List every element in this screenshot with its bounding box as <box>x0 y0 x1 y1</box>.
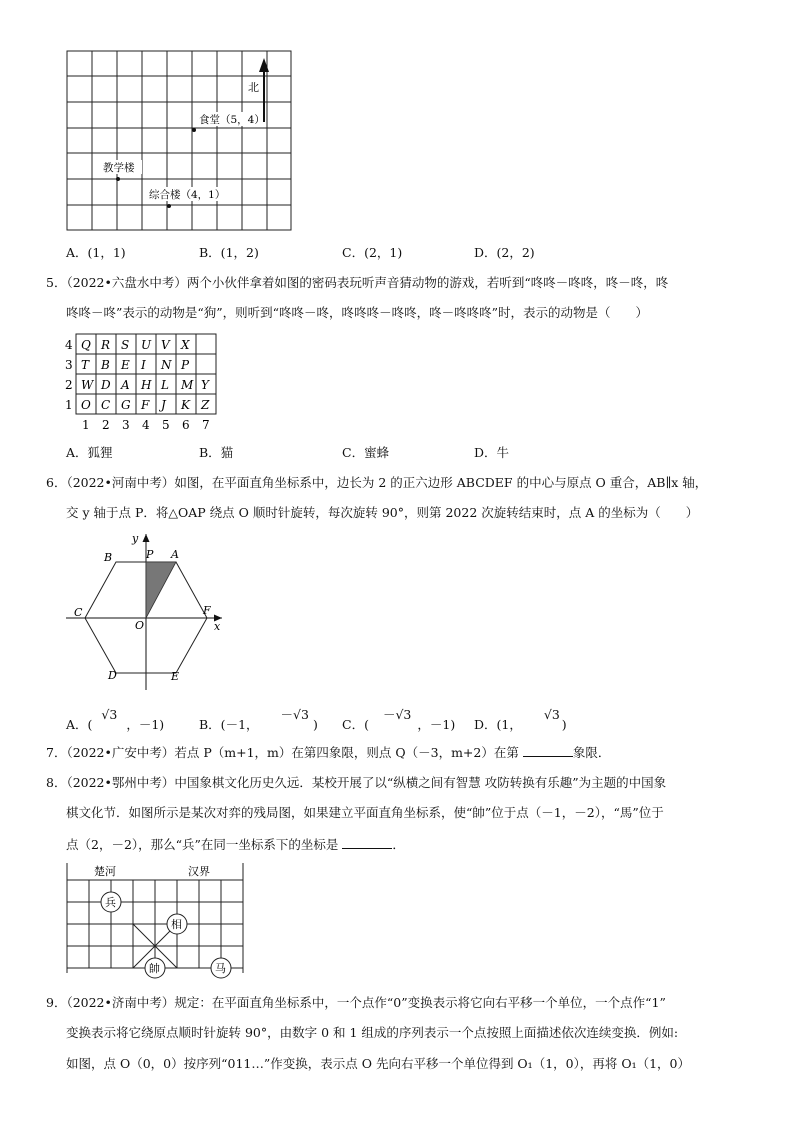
q5-text-line1: 5．（2022•六盘水中考）两个小伙伴拿着如图的密码表玩听声音猜动物的游戏，若听到“咚咚－咚咚，咚－咚，咚 <box>46 275 669 290</box>
table-cell-letter: B <box>101 358 110 372</box>
q6-option-b[interactable] <box>199 707 318 733</box>
horse-piece <box>211 958 231 978</box>
q4-option-b[interactable]: B．(1，2) <box>199 245 259 260</box>
q7-question: 7．（2022•广安中考）若点 P（m+1，m）在第四象限，则点 Q（－3，m+2）在第 <box>46 745 519 760</box>
table-cell-letter: Z <box>201 398 210 412</box>
table-cell-letter: Q <box>81 338 91 352</box>
label-d: D <box>108 669 117 682</box>
label-c: C <box>74 606 83 619</box>
horse-label: 马 <box>215 962 226 975</box>
table-cell-letter: L <box>161 378 169 392</box>
table-cell-letter: F <box>141 398 150 412</box>
table-cell-letter: R <box>101 338 111 352</box>
teaching-point <box>116 177 120 181</box>
q6-text-line2: 交 y 轴于点 P．将△OAP 绕点 O 顺时针旋转，每次旋转 90°，则第 2022 次旋转结束时，点 A 的坐标为（ ） <box>66 505 699 520</box>
table-cell-letter: N <box>161 358 172 372</box>
river-right-label: 汉界 <box>188 865 210 878</box>
q9-text-line3: 如图，点 O（0，0）按序列“011…”作变换，表示点 O 先向右平移一个单位得到 O₁（1，0），再将 O₁（1，0） <box>66 1056 690 1071</box>
table-column-number: 1 <box>82 418 90 431</box>
q6-option-c[interactable] <box>342 707 456 733</box>
table-cell-letter: O <box>81 398 91 412</box>
table-cell-letter: I <box>141 358 146 372</box>
table-cell-letter: A <box>121 378 130 392</box>
table-cell-letter: U <box>141 338 152 352</box>
q6-c-radical: －√3 <box>382 707 412 722</box>
label-f: F <box>203 604 211 617</box>
general-piece <box>145 958 165 978</box>
elephant-piece <box>167 914 187 934</box>
label-b: B <box>104 551 113 564</box>
q4-option-d[interactable]: D．(2，2) <box>474 245 535 260</box>
label-o: O <box>135 619 145 632</box>
q5-option-d[interactable]: D．牛 <box>474 445 510 460</box>
table-cell-letter: J <box>161 398 166 412</box>
chess-board-figure <box>66 860 248 980</box>
complex-point <box>167 204 171 208</box>
north-label: 北 <box>248 81 259 94</box>
hexagon-figure <box>62 528 230 694</box>
q8-answer-blank[interactable] <box>342 836 392 849</box>
table-row-number: 4 <box>65 338 73 352</box>
table-row-number: 3 <box>65 358 73 372</box>
q7-tail: 象限． <box>572 745 611 760</box>
q5-option-a[interactable]: A．狐狸 <box>66 445 113 460</box>
q5-text-line2: 咚咚－咚”表示的动物是“狗”，则听到“咚咚－咚，咚咚咚－咚咚，咚－咚咚咚”时，表示的动物是（ ） <box>66 305 648 320</box>
q9-text-line1: 9．（2022•济南中考）规定：在平面直角坐标系中，一个点作“0”变换表示将它向右平移一个单位，一个点作“1” <box>46 995 666 1010</box>
q6-b-pre: B．(－1， <box>199 717 259 732</box>
q6-c-post: ，－1) <box>417 717 456 732</box>
table-column-number: 3 <box>122 418 130 431</box>
q6-a-radical: √3 <box>101 707 118 722</box>
q8-tail: ． <box>392 837 405 852</box>
label-a: A <box>171 548 179 561</box>
q6-text-line1: 6．（2022•河南中考）如图，在平面直角坐标系中，边长为 2 的正六边形 ABCDEF 的中心与原点 O 重合，AB∥x 轴， <box>46 475 708 490</box>
teaching-label: 教学楼 <box>103 162 135 174</box>
table-cell-letter: W <box>81 378 94 392</box>
table-cell-letter: K <box>181 398 190 412</box>
q6-option-d[interactable] <box>474 707 567 733</box>
table-column-number: 4 <box>142 418 150 431</box>
table-cell-letter: M <box>181 378 194 392</box>
y-axis-arrow <box>143 534 150 542</box>
q6-d-post: ) <box>561 717 567 732</box>
table-cell-letter: D <box>101 378 111 392</box>
q8-question: 点（2，－2），那么“兵”在同一坐标系下的坐标是 <box>66 837 339 852</box>
campus-map-figure <box>66 50 292 232</box>
table-cell-letter: P <box>181 358 190 372</box>
q6-d-radical: √3 <box>543 707 560 722</box>
elephant-label: 相 <box>171 918 182 931</box>
label-x: x <box>214 620 221 633</box>
table-cell-letter: V <box>161 338 170 352</box>
table-column-number: 6 <box>182 418 190 431</box>
table-row-number: 2 <box>65 378 73 392</box>
q4-option-a[interactable]: A．(1，1) <box>66 245 126 260</box>
label-p: P <box>146 548 154 561</box>
table-column-number: 2 <box>102 418 110 431</box>
q7-text <box>46 744 610 761</box>
canteen-point <box>192 128 196 132</box>
table-cell-letter: X <box>181 338 190 352</box>
q7-answer-blank[interactable] <box>523 744 573 757</box>
q5-option-b[interactable]: B．猫 <box>199 445 234 460</box>
q8-text-line3 <box>66 836 405 853</box>
q6-c-pre: C．( <box>342 717 369 732</box>
table-cell-letter: H <box>141 378 152 392</box>
q8-text-line1: 8．（2022•鄂州中考）中国象棋文化历史久远．某校开展了以“纵横之间有智慧 攻防转换有乐趣”为主题的中国象 <box>46 775 667 790</box>
soldier-piece <box>101 892 121 912</box>
table-cell-letter: Y <box>201 378 209 392</box>
table-column-number: 7 <box>202 418 210 431</box>
canteen-label: 食堂（5，4） <box>199 114 265 126</box>
q6-option-a[interactable] <box>66 707 165 733</box>
q6-b-radical: －√3 <box>280 707 309 722</box>
q6-d-pre: D．(1， <box>474 717 522 732</box>
q6-a-pre: A．( <box>66 717 93 732</box>
q9-text-line2: 变换表示将它绕原点顺时针旋转 90°，由数字 0 和 1 组成的序列表示一个点按照上面描述依次连续变换．例如: <box>66 1025 679 1040</box>
q8-text-line2: 棋文化节．如图所示是某次对弈的残局图，如果建立平面直角坐标系，使“帥”位于点（－1，－2），“馬”位于 <box>66 805 664 820</box>
triangle-oap <box>146 562 176 618</box>
label-y: y <box>132 532 139 545</box>
river-left-label: 楚河 <box>94 865 116 878</box>
table-column-number: 5 <box>162 418 170 431</box>
label-e: E <box>171 670 180 683</box>
table-cell-letter: E <box>121 358 130 372</box>
soldier-label: 兵 <box>105 896 116 909</box>
q4-option-c[interactable]: C．(2，1) <box>342 245 403 260</box>
general-label: 帥 <box>149 962 160 975</box>
table-cell-letter: S <box>121 338 130 352</box>
table-cell-letter: G <box>121 398 131 412</box>
q6-a-post: ，－1) <box>126 717 165 732</box>
cipher-table-figure <box>62 333 224 431</box>
table-cell-letter: C <box>101 398 111 412</box>
q6-b-post: ) <box>312 717 318 732</box>
table-cell-letter: T <box>81 358 90 372</box>
table-row-number: 1 <box>65 398 73 412</box>
q5-option-c[interactable]: C．蜜蜂 <box>342 445 390 460</box>
complex-label: 综合楼（4，1） <box>149 189 226 201</box>
